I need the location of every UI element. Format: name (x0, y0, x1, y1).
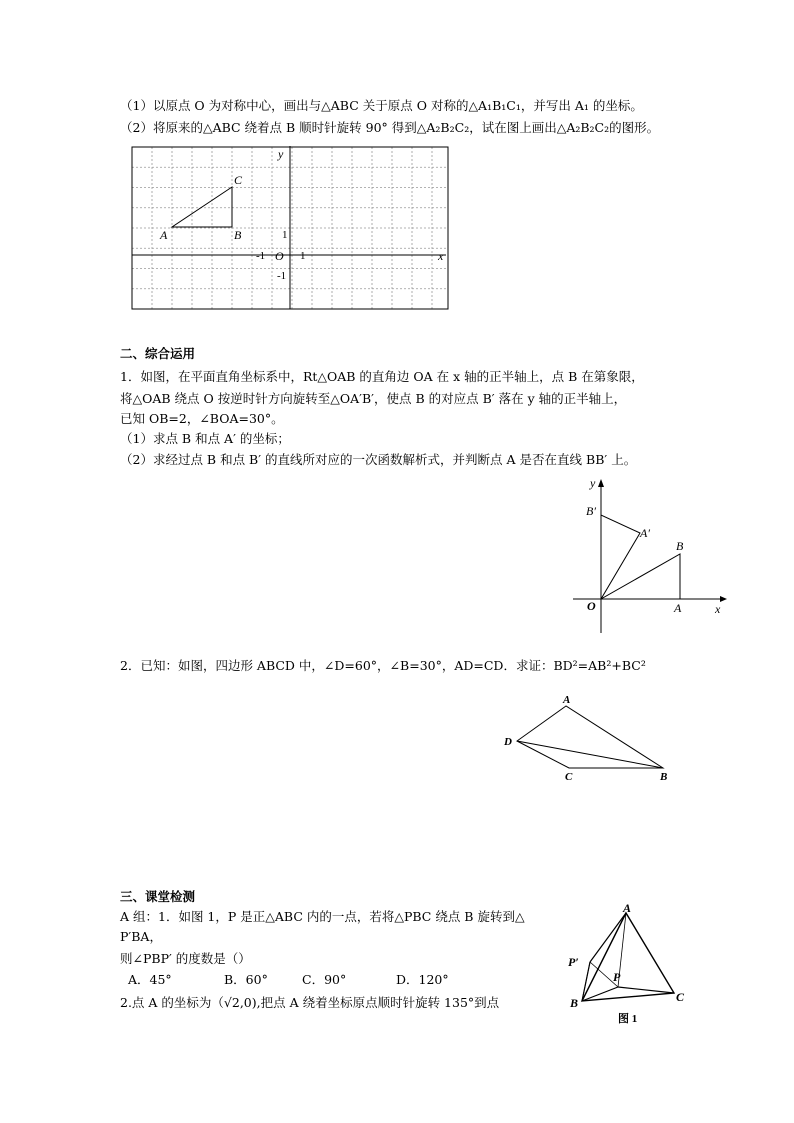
section-3-heading: 三、课堂检测 (120, 889, 196, 904)
label-o: O (275, 249, 284, 263)
label-1-y: 1 (282, 229, 288, 241)
label-a-prime: A′ (640, 526, 650, 540)
option-d: D．120° (396, 972, 449, 987)
label-o: O (587, 599, 596, 613)
option-a: A．45° (128, 972, 172, 987)
triangle-oab (601, 554, 680, 599)
label-p-prime: P′ (568, 955, 579, 969)
label-c: C (565, 771, 573, 783)
quadrilateral-figure (500, 690, 680, 790)
label-b: B (234, 228, 242, 242)
quadrilateral-abcd (517, 706, 663, 768)
label-x: x (438, 249, 444, 263)
option-b: B．60° (224, 972, 268, 987)
triangle-abc (172, 187, 232, 227)
label-b-prime: B′ (586, 504, 596, 518)
s3-q1-line1: A 组：1．如图 1，P 是正△ABC 内的一点，若将△PBC 绕点 B 旋转到△ (120, 909, 525, 924)
s3-q2-line: 2.点 A 的坐标为（√2,0),把点 A 绕着坐标原点顺时针旋转 135°到点 (120, 995, 500, 1010)
label-a: A (160, 228, 168, 242)
label-1-x: 1 (300, 250, 306, 262)
label-p: P (613, 970, 621, 984)
option-c: C．90° (302, 972, 347, 987)
label-c: C (234, 173, 243, 187)
s2-q1-line3: 已知 OB=2，∠BOA=30°。 (120, 411, 284, 426)
s3-q1-line3: 则∠PBP′ 的度数是（） (120, 951, 251, 966)
triangle-oapbp (601, 515, 640, 599)
label-b: B (676, 539, 684, 553)
label-x: x (715, 602, 721, 616)
s2-q2-line: 2．已知：如图，四边形 ABCD 中，∠D=60°，∠B=30°，AD=CD．求证：BD²=AB²+BC² (120, 658, 646, 673)
label-y: y (278, 147, 284, 161)
label-a: A (674, 601, 682, 615)
grid-coordinate-figure (128, 144, 453, 314)
label-y: y (590, 476, 596, 490)
label-b: B (570, 996, 579, 1010)
s2-q1-line2: 将△OAB 绕点 O 按逆时针方向旋转至△OA′B′，使点 B 的对应点 B′ 落在 y 轴的正半轴上， (120, 391, 627, 406)
label-c: C (676, 990, 685, 1004)
label-b: B (660, 771, 668, 783)
s2-q1-line4: （1）求点 B 和点 A′ 的坐标； (120, 431, 290, 446)
label-d: D (504, 736, 512, 748)
label-neg1-y: -1 (277, 270, 287, 282)
label-a: A (623, 901, 632, 915)
rotation-figure (570, 475, 730, 635)
label-a: A (563, 694, 571, 706)
s2-q1-line1: 1．如图，在平面直角坐标系中，Rt△OAB 的直角边 OA 在 x 轴的正半轴上，点 B 在第象限， (120, 369, 644, 384)
section-2-heading: 二、综合运用 (120, 346, 196, 361)
figure-1-triangle (560, 900, 700, 1035)
figure-caption: 图 1 (618, 1013, 638, 1025)
question-1-line: （1）以原点 O 为对称中心，画出与△ABC 关于原点 O 对称的△A₁B₁C₁，并写出 A₁ 的坐标。 (120, 98, 643, 113)
label-neg1-x: -1 (256, 250, 266, 262)
s3-q1-line2: P′BA， (120, 929, 162, 944)
question-2-line: （2）将原来的△ABC 绕着点 B 顺时针旋转 90° 得到△A₂B₂C₂，试在图上画出△A₂B₂C₂的图形。 (120, 120, 660, 135)
s2-q1-line5: （2）求经过点 B 和点 B′ 的直线所对应的一次函数解析式，并判断点 A 是否在直线 BB′ 上。 (120, 452, 637, 467)
